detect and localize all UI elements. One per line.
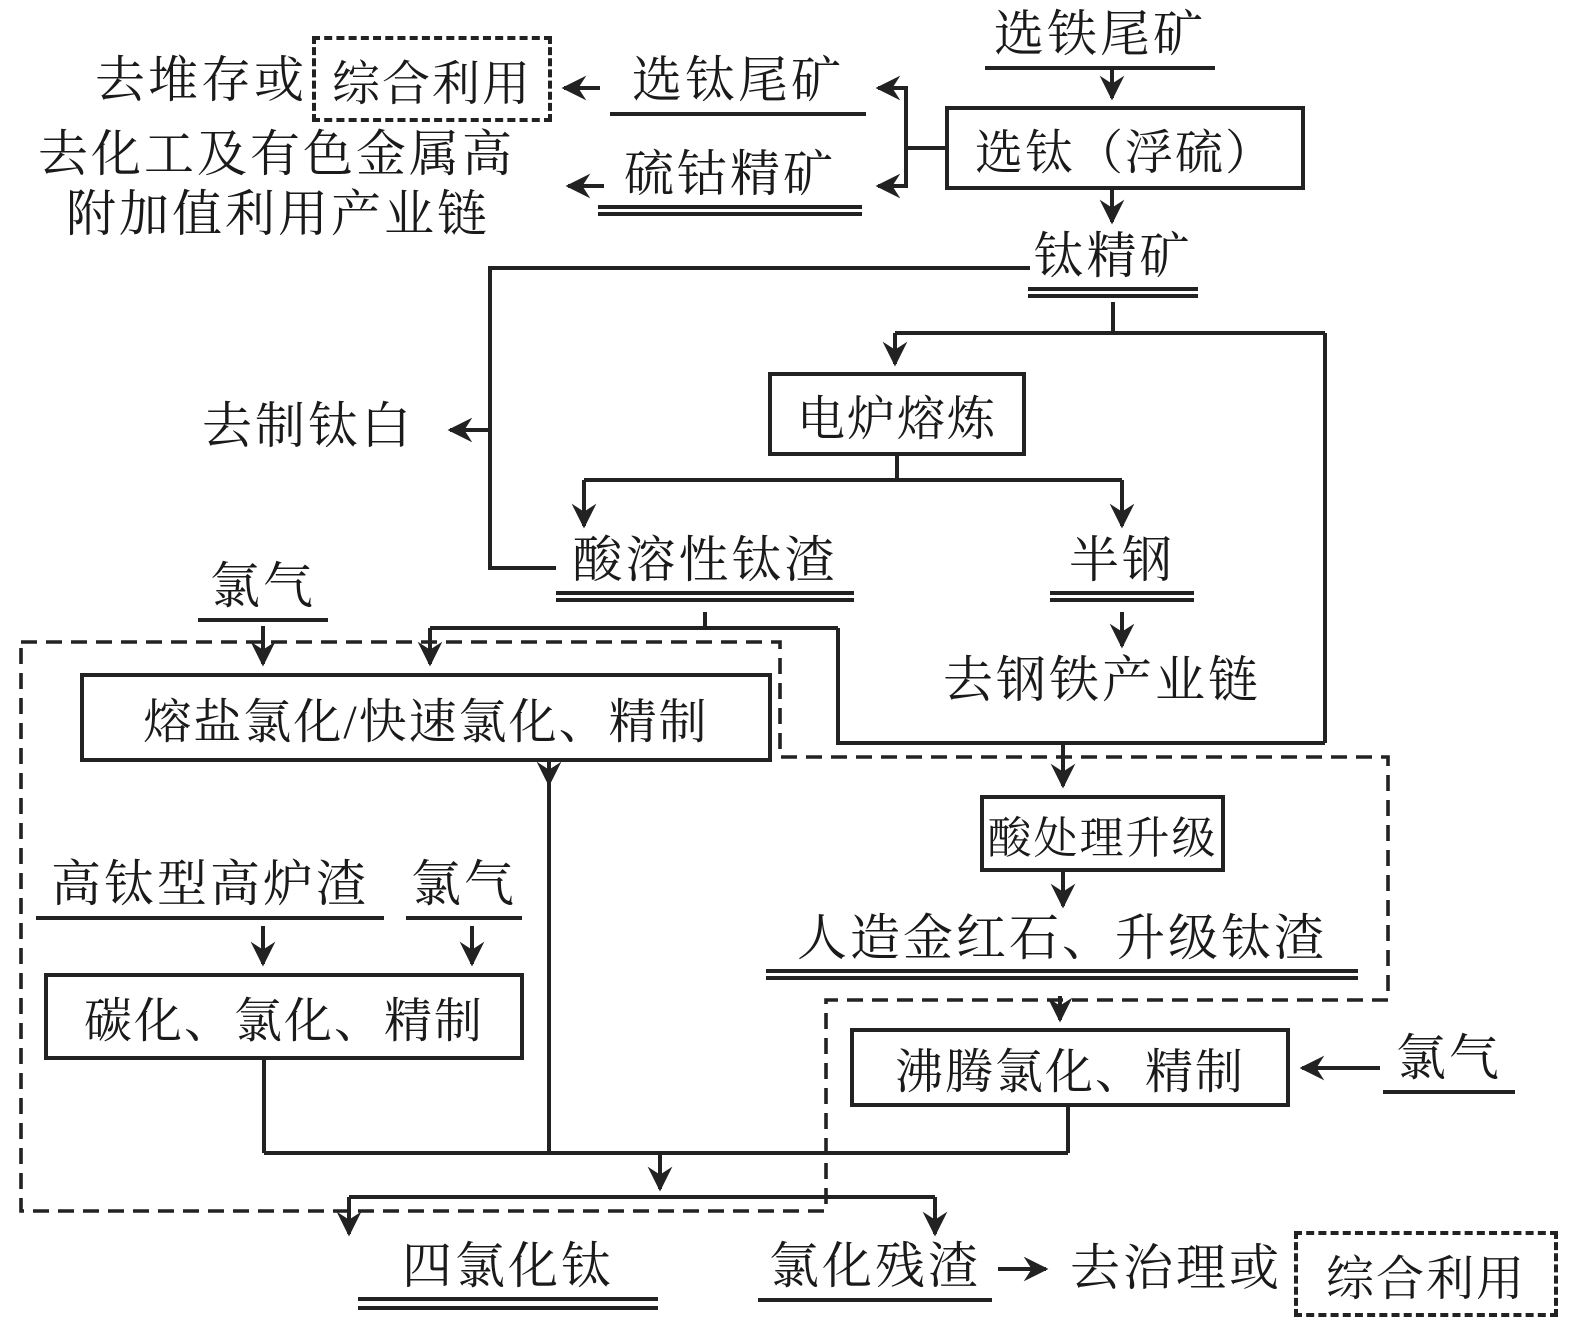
process-box-ti-selection: 选钛（浮硫） (945, 106, 1305, 190)
label-artificial-rutile-upgraded-slag: 人造金红石、升级钛渣 (766, 910, 1358, 980)
process-box-boiling-chlorination: 沸腾氯化、精制 (850, 1028, 1290, 1107)
label-titanium-tetrachloride: 四氯化钛 (358, 1238, 658, 1310)
label-chemical-chain-line2: 附加值利用产业链 (66, 186, 490, 242)
process-box-carbide-chlorination: 碳化、氯化、精制 (44, 973, 524, 1060)
label-chemical-chain-line1: 去化工及有色金属高 (38, 126, 515, 182)
label-to-stockpile: 去堆存或 (95, 52, 307, 108)
label-sulfur-cobalt-concentrate: 硫钴精矿 (598, 146, 862, 216)
label-to-treatment: 去治理或 (1070, 1240, 1282, 1296)
label-ti-concentrate: 钛精矿 (1028, 228, 1198, 298)
label-iron-selection-tailings: 选铁尾矿 (985, 6, 1215, 70)
label-acid-soluble-ti-slag: 酸溶性钛渣 (556, 532, 854, 602)
process-box-molten-salt-chlorination: 熔盐氯化/快速氯化、精制 (80, 673, 772, 762)
label-chlorination-residue: 氯化残渣 (758, 1238, 992, 1302)
label-high-ti-blast-furnace-slag: 高钛型高炉渣 (36, 856, 384, 920)
label-to-steel-chain: 去钢铁产业链 (943, 652, 1261, 708)
label-semi-steel: 半钢 (1050, 532, 1194, 602)
label-to-titanium-white: 去制钛白 (202, 398, 414, 454)
label-chlorine-1: 氯气 (198, 558, 328, 622)
process-box-acid-upgrade: 酸处理升级 (980, 795, 1225, 872)
process-box-electric-furnace: 电炉熔炼 (768, 372, 1026, 456)
label-chlorine-2: 氯气 (406, 856, 522, 920)
label-chlorine-3: 氯气 (1383, 1030, 1515, 1094)
dashed-box-comprehensive-use-2: 综合利用 (1294, 1231, 1558, 1317)
dashed-box-comprehensive-use: 综合利用 (312, 36, 552, 122)
label-ti-selection-tailings: 选钛尾矿 (610, 52, 866, 116)
